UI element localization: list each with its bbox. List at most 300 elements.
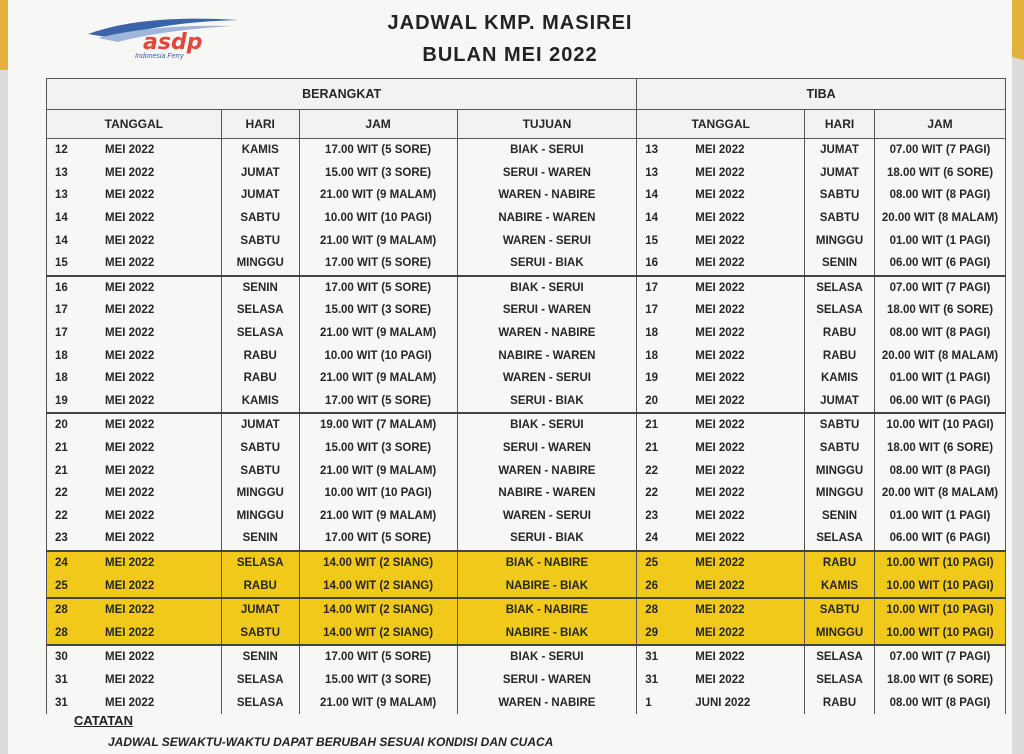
col-header-jam-tiba: JAM <box>875 110 1006 139</box>
cell-tanggal-tiba <box>637 645 805 669</box>
schedule-body <box>47 139 1006 714</box>
cell-tanggal-tiba-month: MEI 2022 <box>695 556 745 569</box>
col-header-tanggal: TANGGAL <box>47 110 222 139</box>
cell-hari-tiba: RABU <box>805 344 875 367</box>
cell-tanggal-berangkat <box>47 344 222 367</box>
cell-tanggal-tiba <box>637 299 805 322</box>
cell-hari-berangkat: SABTU <box>221 229 299 252</box>
cell-tujuan: WAREN - NABIRE <box>457 691 637 714</box>
cell-jam-tiba: 06.00 WIT (6 PAGI) <box>875 390 1006 414</box>
cell-tujuan: SERUI - BIAK <box>457 527 637 551</box>
table-row <box>47 482 1006 505</box>
cell-tanggal-tiba-day: 23 <box>645 509 659 522</box>
table-row <box>47 691 1006 714</box>
cell-tanggal-berangkat-day: 17 <box>55 304 68 317</box>
cell-tanggal-berangkat-month: MEI 2022 <box>105 304 155 317</box>
table-row <box>47 669 1006 692</box>
cell-hari-tiba: MINGGU <box>805 459 875 482</box>
cell-hari-berangkat: RABU <box>221 344 299 367</box>
logo-subtext: Indonesia Ferry <box>135 53 184 60</box>
page-title: JADWAL KMP. MASIREI <box>387 12 633 34</box>
cell-jam-tiba: 07.00 WIT (7 PAGI) <box>875 276 1006 300</box>
cell-tanggal-berangkat-day: 14 <box>55 212 68 225</box>
cell-tanggal-berangkat-day: 31 <box>55 673 68 686</box>
cell-tujuan: WAREN - NABIRE <box>457 184 637 207</box>
cell-tanggal-berangkat-month: MEI 2022 <box>105 509 155 522</box>
table-row <box>47 276 1006 300</box>
cell-hari-tiba: SELASA <box>805 645 875 669</box>
cell-tanggal-berangkat-month: MEI 2022 <box>105 419 155 432</box>
cell-tanggal-tiba <box>637 459 805 482</box>
cell-tanggal-tiba <box>637 162 805 185</box>
cell-tanggal-berangkat-day: 28 <box>55 626 68 639</box>
cell-hari-tiba: RABU <box>805 691 875 714</box>
cell-jam-tiba: 08.00 WIT (8 PAGI) <box>875 322 1006 345</box>
cell-tanggal-berangkat-month: MEI 2022 <box>105 556 155 569</box>
cell-hari-berangkat: SABTU <box>221 621 299 645</box>
cell-tanggal-berangkat-day: 23 <box>55 532 68 545</box>
cell-tanggal-tiba-month: MEI 2022 <box>695 281 745 294</box>
cell-jam-berangkat: 21.00 WIT (9 MALAM) <box>299 367 457 390</box>
cell-hari-tiba: SABTU <box>805 598 875 622</box>
cell-tanggal-tiba <box>637 322 805 345</box>
cell-jam-tiba: 08.00 WIT (8 PAGI) <box>875 459 1006 482</box>
table-row <box>47 413 1006 437</box>
cell-tanggal-berangkat-month: MEI 2022 <box>105 487 155 500</box>
cell-jam-berangkat: 21.00 WIT (9 MALAM) <box>299 184 457 207</box>
cell-tanggal-tiba <box>637 551 805 575</box>
cell-tanggal-tiba-month: JUNI 2022 <box>695 696 751 709</box>
cell-hari-berangkat: SABTU <box>221 459 299 482</box>
cell-tanggal-berangkat <box>47 229 222 252</box>
table-row <box>47 207 1006 230</box>
cell-hari-tiba: SELASA <box>805 527 875 551</box>
cell-hari-tiba: SABTU <box>805 207 875 230</box>
table-row <box>47 299 1006 322</box>
cell-jam-tiba: 06.00 WIT (6 PAGI) <box>875 527 1006 551</box>
cell-tujuan: WAREN - NABIRE <box>457 322 637 345</box>
cell-jam-tiba: 20.00 WIT (8 MALAM) <box>875 482 1006 505</box>
cell-tanggal-berangkat-day: 13 <box>55 189 68 202</box>
cell-tanggal-berangkat <box>47 413 222 437</box>
cell-tanggal-berangkat <box>47 367 222 390</box>
cell-tanggal-berangkat <box>47 207 222 230</box>
cell-hari-berangkat: SELASA <box>221 551 299 575</box>
cell-tanggal-berangkat-day: 24 <box>55 556 68 569</box>
table-row <box>47 162 1006 185</box>
cell-hari-tiba: JUMAT <box>805 162 875 185</box>
cell-jam-tiba: 07.00 WIT (7 PAGI) <box>875 645 1006 669</box>
cell-tanggal-tiba-month: MEI 2022 <box>695 166 745 179</box>
cell-tanggal-tiba-day: 18 <box>645 327 659 340</box>
cell-tanggal-berangkat-month: MEI 2022 <box>105 532 155 545</box>
cell-jam-berangkat: 15.00 WIT (3 SORE) <box>299 162 457 185</box>
cell-hari-berangkat: SELASA <box>221 669 299 692</box>
cell-hari-berangkat: KAMIS <box>221 390 299 414</box>
cell-tanggal-tiba-day: 25 <box>645 556 659 569</box>
cell-jam-berangkat: 17.00 WIT (5 SORE) <box>299 645 457 669</box>
cell-tanggal-berangkat-day: 25 <box>55 579 68 592</box>
cell-tanggal-tiba-month: MEI 2022 <box>695 626 745 639</box>
cell-jam-berangkat: 14.00 WIT (2 SIANG) <box>299 621 457 645</box>
header-berangkat: BERANGKAT <box>47 79 637 110</box>
schedule-table <box>46 78 1006 714</box>
cell-jam-tiba: 01.00 WIT (1 PAGI) <box>875 367 1006 390</box>
cell-tanggal-tiba-month: MEI 2022 <box>695 604 745 617</box>
cell-tanggal-berangkat-day: 21 <box>55 464 68 477</box>
table-row <box>47 139 1006 162</box>
cell-jam-tiba: 06.00 WIT (6 PAGI) <box>875 252 1006 276</box>
cell-tanggal-tiba-day: 29 <box>645 626 659 639</box>
cell-jam-tiba: 08.00 WIT (8 PAGI) <box>875 691 1006 714</box>
cell-tanggal-tiba <box>637 621 805 645</box>
cell-tanggal-tiba-day: 18 <box>645 349 659 362</box>
cell-tanggal-tiba <box>637 139 805 162</box>
cell-tanggal-berangkat-day: 15 <box>55 257 68 270</box>
cell-tanggal-tiba-day: 21 <box>645 419 659 432</box>
table-row <box>47 252 1006 276</box>
cell-tanggal-tiba <box>637 413 805 437</box>
cell-tanggal-berangkat-day: 14 <box>55 234 68 247</box>
cell-tujuan: WAREN - SERUI <box>457 505 637 528</box>
cell-hari-berangkat: SELASA <box>221 299 299 322</box>
cell-tanggal-berangkat <box>47 299 222 322</box>
cell-hari-tiba: MINGGU <box>805 482 875 505</box>
cell-tanggal-tiba-day: 31 <box>645 673 659 686</box>
table-row <box>47 621 1006 645</box>
cell-tanggal-berangkat-month: MEI 2022 <box>105 234 155 247</box>
cell-jam-berangkat: 14.00 WIT (2 SIANG) <box>299 574 457 598</box>
cell-tanggal-berangkat <box>47 322 222 345</box>
cell-tujuan: BIAK - SERUI <box>457 139 637 162</box>
cell-jam-berangkat: 17.00 WIT (5 SORE) <box>299 527 457 551</box>
cell-tanggal-berangkat <box>47 459 222 482</box>
cell-hari-tiba: MINGGU <box>805 621 875 645</box>
cell-jam-berangkat: 17.00 WIT (5 SORE) <box>299 390 457 414</box>
cell-tanggal-tiba-month: MEI 2022 <box>695 349 745 362</box>
cell-tanggal-tiba <box>637 390 805 414</box>
cell-tanggal-tiba-day: 24 <box>645 532 659 545</box>
cell-tanggal-berangkat <box>47 184 222 207</box>
table-row <box>47 598 1006 622</box>
cell-tujuan: SERUI - WAREN <box>457 299 637 322</box>
cell-hari-tiba: SELASA <box>805 276 875 300</box>
cell-tanggal-tiba <box>637 669 805 692</box>
cell-jam-tiba: 10.00 WIT (10 PAGI) <box>875 598 1006 622</box>
cell-tanggal-tiba-month: MEI 2022 <box>695 487 745 500</box>
cell-tanggal-tiba-day: 28 <box>645 604 659 617</box>
cell-hari-berangkat: JUMAT <box>221 184 299 207</box>
cell-tanggal-berangkat-month: MEI 2022 <box>105 464 155 477</box>
table-row <box>47 344 1006 367</box>
cell-tanggal-tiba-month: MEI 2022 <box>695 532 745 545</box>
cell-tanggal-berangkat-day: 18 <box>55 349 68 362</box>
page-subtitle: BULAN MEI 2022 <box>422 44 598 66</box>
cell-tanggal-tiba <box>637 252 805 276</box>
cell-tanggal-tiba-month: MEI 2022 <box>695 304 745 317</box>
cell-tanggal-tiba-month: MEI 2022 <box>695 651 745 664</box>
cell-tanggal-berangkat-day: 30 <box>55 651 68 664</box>
cell-tanggal-tiba-month: MEI 2022 <box>695 579 745 592</box>
cell-jam-berangkat: 15.00 WIT (3 SORE) <box>299 299 457 322</box>
cell-tanggal-tiba-day: 13 <box>645 166 659 179</box>
cell-tanggal-tiba <box>637 598 805 622</box>
table-row <box>47 645 1006 669</box>
cell-tanggal-berangkat-month: MEI 2022 <box>105 189 155 202</box>
cell-tanggal-berangkat <box>47 645 222 669</box>
cell-tanggal-tiba-month: MEI 2022 <box>695 372 745 385</box>
cell-tanggal-berangkat-month: MEI 2022 <box>105 372 155 385</box>
cell-tanggal-tiba <box>637 184 805 207</box>
table-row <box>47 527 1006 551</box>
table-row <box>47 367 1006 390</box>
cell-tanggal-berangkat <box>47 276 222 300</box>
cell-hari-tiba: SELASA <box>805 669 875 692</box>
cell-hari-berangkat: SENIN <box>221 527 299 551</box>
cell-jam-tiba: 18.00 WIT (6 SORE) <box>875 162 1006 185</box>
cell-tanggal-berangkat <box>47 691 222 714</box>
cell-tujuan: SERUI - BIAK <box>457 252 637 276</box>
cell-jam-tiba: 08.00 WIT (8 PAGI) <box>875 184 1006 207</box>
cell-hari-tiba: SENIN <box>805 252 875 276</box>
cell-jam-berangkat: 17.00 WIT (5 SORE) <box>299 139 457 162</box>
cell-jam-tiba: 18.00 WIT (6 SORE) <box>875 669 1006 692</box>
cell-tanggal-berangkat-month: MEI 2022 <box>105 327 155 340</box>
cell-tanggal-tiba-month: MEI 2022 <box>695 394 745 407</box>
cell-hari-berangkat: SABTU <box>221 437 299 460</box>
cell-hari-tiba: SABTU <box>805 184 875 207</box>
cell-tanggal-tiba-day: 22 <box>645 487 659 500</box>
cell-tanggal-tiba-month: MEI 2022 <box>695 673 745 686</box>
cell-tujuan: WAREN - SERUI <box>457 367 637 390</box>
cell-jam-tiba: 10.00 WIT (10 PAGI) <box>875 551 1006 575</box>
cell-jam-tiba: 10.00 WIT (10 PAGI) <box>875 574 1006 598</box>
cell-tanggal-berangkat-month: MEI 2022 <box>105 673 155 686</box>
cell-hari-tiba: JUMAT <box>805 139 875 162</box>
cell-hari-berangkat: SABTU <box>221 207 299 230</box>
cell-hari-berangkat: KAMIS <box>221 139 299 162</box>
cell-tanggal-tiba-month: MEI 2022 <box>695 257 745 270</box>
cell-jam-tiba: 20.00 WIT (8 MALAM) <box>875 344 1006 367</box>
cell-tanggal-tiba-month: MEI 2022 <box>695 464 745 477</box>
cell-tujuan: BIAK - SERUI <box>457 413 637 437</box>
cell-tanggal-berangkat-day: 20 <box>55 419 68 432</box>
cell-tanggal-tiba-day: 26 <box>645 579 659 592</box>
logo-text: asdp <box>143 30 203 55</box>
cell-tanggal-berangkat <box>47 437 222 460</box>
cell-tanggal-berangkat <box>47 390 222 414</box>
cell-tanggal-berangkat-month: MEI 2022 <box>105 604 155 617</box>
cell-hari-tiba: SABTU <box>805 413 875 437</box>
cell-tanggal-berangkat-month: MEI 2022 <box>105 579 155 592</box>
cell-tanggal-berangkat-month: MEI 2022 <box>105 212 155 225</box>
cell-hari-tiba: SELASA <box>805 299 875 322</box>
cell-tanggal-berangkat <box>47 574 222 598</box>
cell-tujuan: BIAK - NABIRE <box>457 551 637 575</box>
cell-tanggal-tiba <box>637 344 805 367</box>
cell-tanggal-tiba <box>637 527 805 551</box>
cell-tanggal-berangkat-day: 22 <box>55 509 68 522</box>
cell-tanggal-berangkat-day: 16 <box>55 281 68 294</box>
cell-tanggal-berangkat <box>47 598 222 622</box>
cell-tanggal-tiba <box>637 505 805 528</box>
cell-tanggal-berangkat <box>47 621 222 645</box>
cell-tanggal-berangkat <box>47 669 222 692</box>
cell-tanggal-berangkat-day: 31 <box>55 696 68 709</box>
cell-tanggal-berangkat <box>47 527 222 551</box>
cell-hari-berangkat: MINGGU <box>221 505 299 528</box>
cell-hari-tiba: SABTU <box>805 437 875 460</box>
cell-tanggal-berangkat-month: MEI 2022 <box>105 281 155 294</box>
cell-tanggal-tiba-month: MEI 2022 <box>695 327 745 340</box>
cell-tujuan: BIAK - SERUI <box>457 276 637 300</box>
cell-tanggal-berangkat <box>47 482 222 505</box>
cell-hari-tiba: RABU <box>805 322 875 345</box>
cell-tujuan: NABIRE - BIAK <box>457 574 637 598</box>
cell-tanggal-berangkat-month: MEI 2022 <box>105 349 155 362</box>
cell-tanggal-tiba <box>637 367 805 390</box>
cell-jam-tiba: 01.00 WIT (1 PAGI) <box>875 505 1006 528</box>
cell-tanggal-tiba-day: 16 <box>645 257 659 270</box>
cell-jam-tiba: 07.00 WIT (7 PAGI) <box>875 139 1006 162</box>
cell-jam-berangkat: 15.00 WIT (3 SORE) <box>299 669 457 692</box>
cell-tanggal-berangkat-month: MEI 2022 <box>105 442 155 455</box>
cell-hari-berangkat: SENIN <box>221 645 299 669</box>
cell-tanggal-tiba-day: 19 <box>645 372 659 385</box>
cell-jam-berangkat: 14.00 WIT (2 SIANG) <box>299 598 457 622</box>
notes-text: JADWAL SEWAKTU-WAKTU DAPAT BERUBAH SESUAI KONDISI DAN CUACA <box>108 735 554 749</box>
cell-jam-tiba: 20.00 WIT (8 MALAM) <box>875 207 1006 230</box>
table-row <box>47 322 1006 345</box>
cell-tanggal-tiba-month: MEI 2022 <box>695 509 745 522</box>
table-row <box>47 184 1006 207</box>
cell-tujuan: SERUI - WAREN <box>457 437 637 460</box>
header-tiba: TIBA <box>637 79 1006 110</box>
cell-tanggal-berangkat-month: MEI 2022 <box>105 651 155 664</box>
cell-tanggal-tiba-day: 22 <box>645 464 659 477</box>
table-row <box>47 390 1006 414</box>
cell-tanggal-tiba-day: 20 <box>645 394 659 407</box>
cell-jam-berangkat: 10.00 WIT (10 PAGI) <box>299 482 457 505</box>
cell-jam-tiba: 01.00 WIT (1 PAGI) <box>875 229 1006 252</box>
table-row <box>47 229 1006 252</box>
cell-tanggal-berangkat-day: 28 <box>55 604 68 617</box>
cell-tanggal-tiba <box>637 482 805 505</box>
cell-hari-tiba: RABU <box>805 551 875 575</box>
table-row <box>47 459 1006 482</box>
cell-tanggal-berangkat <box>47 551 222 575</box>
cell-tanggal-tiba-day: 15 <box>645 234 659 247</box>
cell-hari-tiba: SENIN <box>805 505 875 528</box>
cell-jam-tiba: 18.00 WIT (6 SORE) <box>875 437 1006 460</box>
col-header-hari-tiba: HARI <box>805 110 875 139</box>
cell-hari-tiba: JUMAT <box>805 390 875 414</box>
cell-tanggal-tiba-day: 14 <box>645 189 659 202</box>
cell-tanggal-berangkat-day: 19 <box>55 394 68 407</box>
cell-hari-tiba: MINGGU <box>805 229 875 252</box>
cell-hari-berangkat: SELASA <box>221 322 299 345</box>
cell-tanggal-berangkat-month: MEI 2022 <box>105 166 155 179</box>
cell-hari-berangkat: MINGGU <box>221 252 299 276</box>
cell-tujuan: BIAK - NABIRE <box>457 598 637 622</box>
cell-hari-tiba: KAMIS <box>805 574 875 598</box>
cell-hari-berangkat: JUMAT <box>221 598 299 622</box>
cell-tanggal-tiba-day: 13 <box>645 144 659 157</box>
cell-jam-berangkat: 17.00 WIT (5 SORE) <box>299 252 457 276</box>
cell-tujuan: SERUI - BIAK <box>457 390 637 414</box>
cell-tanggal-tiba-month: MEI 2022 <box>695 442 745 455</box>
cell-tanggal-tiba-month: MEI 2022 <box>695 234 745 247</box>
cell-tanggal-berangkat <box>47 139 222 162</box>
cell-jam-berangkat: 19.00 WIT (7 MALAM) <box>299 413 457 437</box>
cell-tanggal-tiba-day: 31 <box>645 651 659 664</box>
cell-hari-berangkat: JUMAT <box>221 413 299 437</box>
cell-tanggal-tiba-month: MEI 2022 <box>695 144 745 157</box>
cell-hari-berangkat: RABU <box>221 367 299 390</box>
cell-tanggal-berangkat-day: 22 <box>55 487 68 500</box>
cell-tanggal-berangkat-day: 18 <box>55 372 68 385</box>
cell-hari-berangkat: SENIN <box>221 276 299 300</box>
cell-tujuan: BIAK - SERUI <box>457 645 637 669</box>
cell-tanggal-tiba-day: 1 <box>645 696 652 709</box>
cell-tujuan: NABIRE - BIAK <box>457 621 637 645</box>
cell-tanggal-tiba-day: 17 <box>645 281 659 294</box>
cell-tanggal-tiba-month: MEI 2022 <box>695 212 745 225</box>
cell-jam-tiba: 18.00 WIT (6 SORE) <box>875 299 1006 322</box>
cell-jam-berangkat: 17.00 WIT (5 SORE) <box>299 276 457 300</box>
cell-tanggal-berangkat-month: MEI 2022 <box>105 257 155 270</box>
table-row <box>47 574 1006 598</box>
cell-tanggal-tiba <box>637 574 805 598</box>
cell-tanggal-berangkat <box>47 162 222 185</box>
cell-tanggal-berangkat <box>47 252 222 276</box>
cell-tanggal-berangkat-day: 13 <box>55 166 68 179</box>
col-header-jam: JAM <box>299 110 457 139</box>
cell-tanggal-tiba <box>637 229 805 252</box>
cell-tanggal-tiba <box>637 437 805 460</box>
cell-hari-berangkat: MINGGU <box>221 482 299 505</box>
cell-tanggal-berangkat-month: MEI 2022 <box>105 144 155 157</box>
cell-jam-tiba: 10.00 WIT (10 PAGI) <box>875 621 1006 645</box>
cell-hari-tiba: KAMIS <box>805 367 875 390</box>
notes-heading: CATATAN <box>74 713 133 728</box>
cell-jam-berangkat: 21.00 WIT (9 MALAM) <box>299 505 457 528</box>
cell-tujuan: NABIRE - WAREN <box>457 344 637 367</box>
cell-tujuan: SERUI - WAREN <box>457 669 637 692</box>
table-row <box>47 505 1006 528</box>
cell-tanggal-berangkat <box>47 505 222 528</box>
cell-tanggal-tiba-month: MEI 2022 <box>695 419 745 432</box>
cell-tujuan: WAREN - NABIRE <box>457 459 637 482</box>
cell-jam-berangkat: 10.00 WIT (10 PAGI) <box>299 344 457 367</box>
cell-jam-berangkat: 21.00 WIT (9 MALAM) <box>299 459 457 482</box>
col-header-tujuan: TUJUAN <box>457 110 637 139</box>
cell-tujuan: SERUI - WAREN <box>457 162 637 185</box>
cell-tanggal-berangkat-month: MEI 2022 <box>105 626 155 639</box>
table-row <box>47 437 1006 460</box>
cell-tanggal-berangkat-day: 12 <box>55 144 68 157</box>
cell-hari-berangkat: SELASA <box>221 691 299 714</box>
cell-jam-berangkat: 10.00 WIT (10 PAGI) <box>299 207 457 230</box>
cell-tanggal-berangkat-month: MEI 2022 <box>105 394 155 407</box>
cell-tanggal-tiba <box>637 207 805 230</box>
cell-tanggal-tiba-day: 17 <box>645 304 659 317</box>
cell-hari-berangkat: JUMAT <box>221 162 299 185</box>
cell-tanggal-berangkat-day: 17 <box>55 327 68 340</box>
cell-tujuan: NABIRE - WAREN <box>457 207 637 230</box>
cell-jam-berangkat: 14.00 WIT (2 SIANG) <box>299 551 457 575</box>
cell-jam-berangkat: 21.00 WIT (9 MALAM) <box>299 691 457 714</box>
